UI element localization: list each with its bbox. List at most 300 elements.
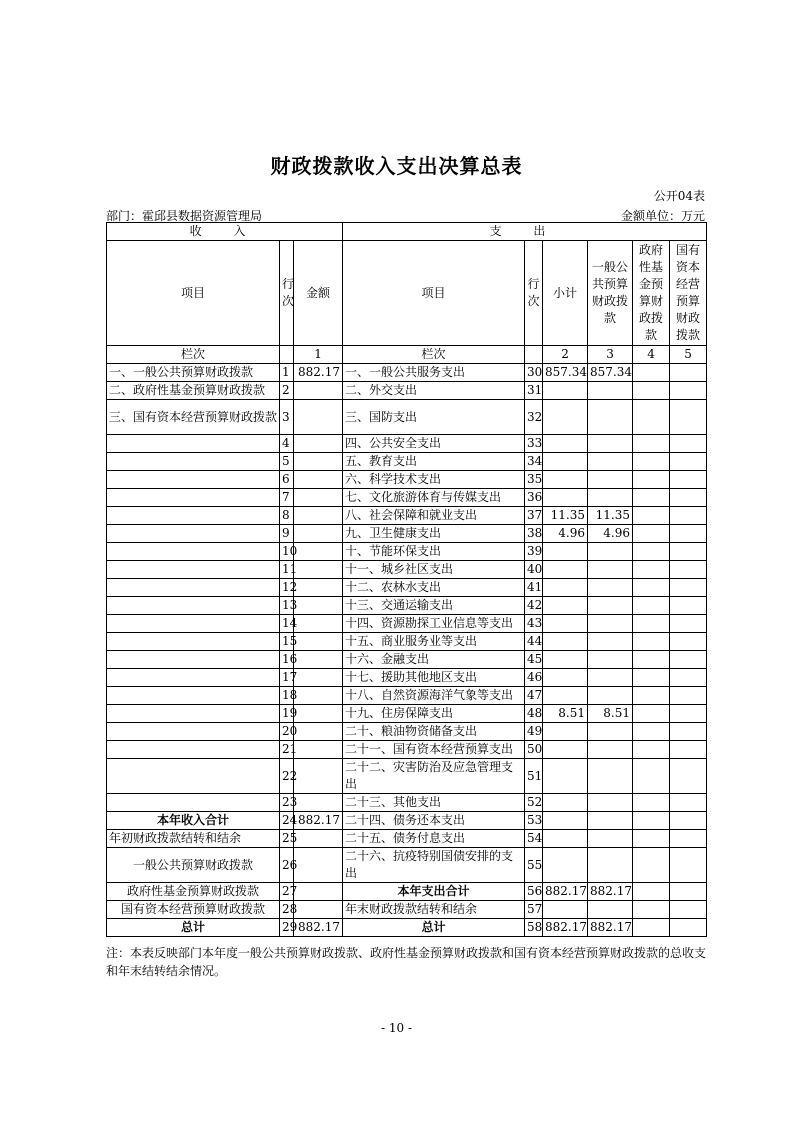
table-row — [107, 400, 707, 435]
income-amount-cell — [294, 741, 343, 759]
unit-label: 金额单位：万元 — [620, 209, 705, 223]
income-line-no-cell: 26 — [280, 848, 294, 883]
income-line-no-cell: 14 — [280, 615, 294, 633]
table-row — [107, 794, 707, 812]
gov-fund-cell — [633, 561, 670, 579]
expense-line-no-cell: 49 — [525, 723, 543, 741]
subtotal-cell: 882.17 — [543, 919, 588, 937]
expense-item-cell: 本年支出合计 — [343, 883, 525, 901]
income-line-no-cell: 23 — [280, 794, 294, 812]
expense-line-no-cell: 53 — [525, 812, 543, 830]
income-amount-cell — [294, 453, 343, 471]
subtotal-cell — [543, 615, 588, 633]
general-budget-cell — [588, 633, 633, 651]
table-row — [107, 471, 707, 489]
income-item-cell: 一、一般公共预算财政拨款 — [107, 364, 280, 382]
state-capital-cell — [670, 633, 707, 651]
gov-fund-cell — [633, 651, 670, 669]
table-row — [107, 759, 707, 794]
expense-line-no-cell: 34 — [525, 453, 543, 471]
income-line-no-cell: 21 — [280, 741, 294, 759]
expense-line-no-cell: 51 — [525, 759, 543, 794]
expense-item-cell: 二十六、抗疫特别国债安排的支出 — [343, 848, 525, 883]
state-capital-cell — [670, 471, 707, 489]
general-budget-cell — [588, 812, 633, 830]
state-capital-cell — [670, 651, 707, 669]
subtotal-cell — [543, 471, 588, 489]
gov-fund-cell — [633, 705, 670, 723]
state-capital-cell — [670, 400, 707, 435]
income-amount-cell: 882.17 — [294, 364, 343, 382]
expense-item-cell: 二十、粮油物资储备支出 — [343, 723, 525, 741]
subtotal-cell — [543, 579, 588, 597]
income-item-cell — [107, 741, 280, 759]
income-item-cell: 年初财政拨款结转和结余 — [107, 830, 280, 848]
table-row — [107, 615, 707, 633]
state-capital-cell — [670, 830, 707, 848]
general-budget-cell: 882.17 — [588, 883, 633, 901]
income-item-cell: 总计 — [107, 919, 280, 937]
subtotal-cell — [543, 687, 588, 705]
page-number: - 10 - — [380, 1021, 412, 1035]
income-amount-cell — [294, 759, 343, 794]
gov-fund-cell — [633, 489, 670, 507]
income-amount-cell — [294, 507, 343, 525]
income-amount-cell — [294, 597, 343, 615]
income-amount-cell — [294, 435, 343, 453]
footnote: 注：本表反映部门本年度一般公共预算财政拨款、政府性基金预算财政拨款和国有资本经营预算财政拨款的总收支和年末结转结余情况。 — [106, 946, 707, 978]
gov-fund-cell — [633, 669, 670, 687]
gov-fund-cell — [633, 848, 670, 883]
table-row — [107, 453, 707, 471]
table-row — [107, 705, 707, 723]
gov-fund-cell — [633, 830, 670, 848]
general-budget-cell — [588, 597, 633, 615]
gov-fund-cell — [633, 615, 670, 633]
expense-line-no-cell: 41 — [525, 579, 543, 597]
income-line-no-cell: 28 — [280, 901, 294, 919]
income-item-cell — [107, 489, 280, 507]
subtotal-cell: 8.51 — [543, 705, 588, 723]
gov-fund-cell — [633, 633, 670, 651]
expense-line-no-cell: 58 — [525, 919, 543, 937]
expense-line-no-cell: 48 — [525, 705, 543, 723]
general-budget-cell — [588, 453, 633, 471]
table-row — [107, 579, 707, 597]
income-item-cell — [107, 794, 280, 812]
income-amount-cell — [294, 794, 343, 812]
table-row — [107, 919, 707, 937]
general-budget-header: 一般公共预算财政拨款 — [588, 241, 633, 346]
subtotal-cell — [543, 435, 588, 453]
state-capital-cell — [670, 507, 707, 525]
general-budget-cell — [588, 615, 633, 633]
col-number-5: 5 — [670, 346, 707, 364]
state-capital-cell — [670, 669, 707, 687]
income-line-no-cell: 11 — [280, 561, 294, 579]
income-line-no-header: 行次 — [280, 241, 294, 346]
page-title: 财政拨款收入支出决算总表 — [270, 154, 523, 178]
gov-fund-cell — [633, 794, 670, 812]
state-capital-header: 国有资本经营预算财政拨款 — [670, 241, 707, 346]
general-budget-cell — [588, 848, 633, 883]
state-capital-cell — [670, 919, 707, 937]
subtotal-cell — [543, 561, 588, 579]
income-line-no-cell: 8 — [280, 507, 294, 525]
expense-line-no-cell: 39 — [525, 543, 543, 561]
subtotal-cell — [543, 723, 588, 741]
income-header: 收 入 — [107, 223, 343, 241]
income-item-cell: 三、国有资本经营预算财政拨款 — [107, 400, 280, 435]
gov-fund-cell — [633, 382, 670, 400]
income-amount-cell — [294, 489, 343, 507]
expense-line-no-cell: 56 — [525, 883, 543, 901]
general-budget-cell — [588, 687, 633, 705]
col-number-3: 3 — [588, 346, 633, 364]
income-line-no-cell: 24 — [280, 812, 294, 830]
gov-fund-cell — [633, 687, 670, 705]
expense-item-cell: 二十二、灾害防治及应急管理支出 — [343, 759, 525, 794]
expense-item-cell: 五、教育支出 — [343, 453, 525, 471]
col-label-expense: 栏次 — [343, 346, 525, 364]
table-code: 公开04表 — [653, 189, 705, 203]
subtotal-cell — [543, 382, 588, 400]
gov-fund-cell — [633, 883, 670, 901]
gov-fund-cell — [633, 919, 670, 937]
expense-line-no-cell: 50 — [525, 741, 543, 759]
income-amount-cell — [294, 651, 343, 669]
general-budget-cell — [588, 435, 633, 453]
income-item-cell — [107, 579, 280, 597]
income-amount-cell — [294, 561, 343, 579]
general-budget-cell: 4.96 — [588, 525, 633, 543]
gov-fund-header: 政府性基金预算财政拨款 — [633, 241, 670, 346]
gov-fund-cell — [633, 579, 670, 597]
col-blank — [280, 346, 294, 364]
income-item-cell: 政府性基金预算财政拨款 — [107, 883, 280, 901]
general-budget-cell: 882.17 — [588, 919, 633, 937]
expense-line-no-cell: 31 — [525, 382, 543, 400]
expense-item-cell: 十三、交通运输支出 — [343, 597, 525, 615]
state-capital-cell — [670, 364, 707, 382]
table-row — [107, 651, 707, 669]
expense-item-cell: 二十五、债务付息支出 — [343, 830, 525, 848]
income-item-cell — [107, 453, 280, 471]
income-line-no-cell: 19 — [280, 705, 294, 723]
state-capital-cell — [670, 615, 707, 633]
expense-item-cell: 二十一、国有资本经营预算支出 — [343, 741, 525, 759]
income-amount-cell: 882.17 — [294, 919, 343, 937]
table-row — [107, 543, 707, 561]
expense-item-header: 项目 — [343, 241, 525, 346]
income-line-no-cell: 3 — [280, 400, 294, 435]
gov-fund-cell — [633, 543, 670, 561]
income-line-no-cell: 7 — [280, 489, 294, 507]
subtotal-cell — [543, 812, 588, 830]
income-amount-cell — [294, 543, 343, 561]
income-amount-cell — [294, 400, 343, 435]
general-budget-cell — [588, 741, 633, 759]
state-capital-cell — [670, 579, 707, 597]
income-item-cell: 一般公共预算财政拨款 — [107, 848, 280, 883]
income-amount-cell — [294, 883, 343, 901]
expense-item-cell: 二十三、其他支出 — [343, 794, 525, 812]
budget-summary-table — [106, 222, 707, 937]
expense-item-cell: 总计 — [343, 919, 525, 937]
income-amount-cell — [294, 525, 343, 543]
subtotal-cell: 11.35 — [543, 507, 588, 525]
expense-item-cell: 九、卫生健康支出 — [343, 525, 525, 543]
income-line-no-cell: 9 — [280, 525, 294, 543]
gov-fund-cell — [633, 453, 670, 471]
expense-line-no-cell: 37 — [525, 507, 543, 525]
state-capital-cell — [670, 435, 707, 453]
income-amount-cell — [294, 579, 343, 597]
state-capital-cell — [670, 543, 707, 561]
income-item-header: 项目 — [107, 241, 280, 346]
table-row — [107, 633, 707, 651]
income-amount-cell — [294, 901, 343, 919]
income-item-cell — [107, 435, 280, 453]
state-capital-cell — [670, 489, 707, 507]
expense-item-cell: 四、公共安全支出 — [343, 435, 525, 453]
gov-fund-cell — [633, 435, 670, 453]
expense-item-cell: 十二、农林水支出 — [343, 579, 525, 597]
expense-header: 支 出 — [343, 223, 707, 241]
income-amount-cell — [294, 615, 343, 633]
expense-line-no-cell: 43 — [525, 615, 543, 633]
subtotal-cell: 4.96 — [543, 525, 588, 543]
gov-fund-cell — [633, 525, 670, 543]
state-capital-cell — [670, 812, 707, 830]
gov-fund-cell — [633, 901, 670, 919]
income-line-no-cell: 17 — [280, 669, 294, 687]
general-budget-cell — [588, 561, 633, 579]
income-amount-cell — [294, 848, 343, 883]
expense-item-cell: 六、科学技术支出 — [343, 471, 525, 489]
general-budget-cell — [588, 901, 633, 919]
general-budget-cell — [588, 794, 633, 812]
income-line-no-cell: 10 — [280, 543, 294, 561]
expense-line-no-cell: 57 — [525, 901, 543, 919]
income-amount-header: 金额 — [294, 241, 343, 346]
income-amount-cell — [294, 723, 343, 741]
expense-item-cell: 十四、资源勘探工业信息等支出 — [343, 615, 525, 633]
subtotal-cell — [543, 651, 588, 669]
table-row — [107, 364, 707, 382]
income-item-cell — [107, 705, 280, 723]
state-capital-cell — [670, 561, 707, 579]
income-item-cell — [107, 507, 280, 525]
subtotal-cell — [543, 901, 588, 919]
expense-item-cell: 二十四、债务还本支出 — [343, 812, 525, 830]
subtotal-cell — [543, 400, 588, 435]
table-row — [107, 848, 707, 883]
expense-line-no-cell: 55 — [525, 848, 543, 883]
general-budget-cell — [588, 543, 633, 561]
subtotal-cell — [543, 830, 588, 848]
general-budget-cell — [588, 830, 633, 848]
subtotal-cell — [543, 741, 588, 759]
income-item-cell: 二、政府性基金预算财政拨款 — [107, 382, 280, 400]
state-capital-cell — [670, 723, 707, 741]
general-budget-cell — [588, 400, 633, 435]
subtotal-cell — [543, 759, 588, 794]
expense-line-no-cell: 38 — [525, 525, 543, 543]
state-capital-cell — [670, 687, 707, 705]
general-budget-cell: 857.34 — [588, 364, 633, 382]
table-row — [107, 901, 707, 919]
income-line-no-cell: 15 — [280, 633, 294, 651]
expense-line-no-cell: 54 — [525, 830, 543, 848]
income-item-cell — [107, 651, 280, 669]
income-amount-cell — [294, 830, 343, 848]
state-capital-cell — [670, 848, 707, 883]
table-row — [107, 525, 707, 543]
income-line-no-cell: 18 — [280, 687, 294, 705]
income-item-cell: 国有资本经营预算财政拨款 — [107, 901, 280, 919]
income-item-cell — [107, 759, 280, 794]
income-item-cell — [107, 687, 280, 705]
state-capital-cell — [670, 597, 707, 615]
state-capital-cell — [670, 901, 707, 919]
gov-fund-cell — [633, 812, 670, 830]
income-line-no-cell: 20 — [280, 723, 294, 741]
gov-fund-cell — [633, 597, 670, 615]
income-amount-cell — [294, 382, 343, 400]
state-capital-cell — [670, 883, 707, 901]
expense-item-cell: 三、国防支出 — [343, 400, 525, 435]
expense-line-no-cell: 32 — [525, 400, 543, 435]
income-line-no-cell: 27 — [280, 883, 294, 901]
income-amount-cell — [294, 669, 343, 687]
gov-fund-cell — [633, 471, 670, 489]
income-line-no-cell: 25 — [280, 830, 294, 848]
expense-item-cell: 二、外交支出 — [343, 382, 525, 400]
table-row — [107, 812, 707, 830]
gov-fund-cell — [633, 507, 670, 525]
income-item-cell — [107, 561, 280, 579]
expense-item-cell: 十、节能环保支出 — [343, 543, 525, 561]
state-capital-cell — [670, 525, 707, 543]
general-budget-cell — [588, 471, 633, 489]
income-line-no-cell: 13 — [280, 597, 294, 615]
income-amount-cell — [294, 633, 343, 651]
table-row — [107, 830, 707, 848]
general-budget-cell — [588, 759, 633, 794]
expense-line-no-cell: 35 — [525, 471, 543, 489]
income-item-cell — [107, 471, 280, 489]
expense-line-no-cell: 52 — [525, 794, 543, 812]
subtotal-cell — [543, 543, 588, 561]
col-number-1: 1 — [294, 346, 343, 364]
col-number-2: 2 — [543, 346, 588, 364]
income-amount-cell — [294, 687, 343, 705]
income-item-cell — [107, 525, 280, 543]
state-capital-cell — [670, 759, 707, 794]
gov-fund-cell — [633, 400, 670, 435]
state-capital-cell — [670, 741, 707, 759]
table-row — [107, 435, 707, 453]
state-capital-cell — [670, 794, 707, 812]
subtotal-cell — [543, 794, 588, 812]
gov-fund-cell — [633, 364, 670, 382]
expense-line-no-cell: 40 — [525, 561, 543, 579]
general-budget-cell — [588, 651, 633, 669]
income-item-cell — [107, 543, 280, 561]
income-item-cell — [107, 633, 280, 651]
income-item-cell — [107, 597, 280, 615]
income-line-no-cell: 16 — [280, 651, 294, 669]
table-row — [107, 382, 707, 400]
table-row — [107, 723, 707, 741]
subtotal-cell — [543, 597, 588, 615]
income-line-no-cell: 12 — [280, 579, 294, 597]
subtotal-cell: 857.34 — [543, 364, 588, 382]
expense-line-no-cell: 44 — [525, 633, 543, 651]
table-row — [107, 687, 707, 705]
income-amount-cell: 882.17 — [294, 812, 343, 830]
state-capital-cell — [670, 382, 707, 400]
subtotal-cell: 882.17 — [543, 883, 588, 901]
table-row — [107, 561, 707, 579]
general-budget-cell — [588, 723, 633, 741]
subtotal-cell — [543, 453, 588, 471]
subtotal-cell — [543, 669, 588, 687]
general-budget-cell — [588, 669, 633, 687]
income-amount-cell — [294, 705, 343, 723]
income-line-no-cell: 4 — [280, 435, 294, 453]
general-budget-cell — [588, 382, 633, 400]
income-amount-cell — [294, 471, 343, 489]
income-line-no-cell: 2 — [280, 382, 294, 400]
expense-line-no-cell: 45 — [525, 651, 543, 669]
income-item-cell — [107, 669, 280, 687]
general-budget-cell: 8.51 — [588, 705, 633, 723]
table-row — [107, 507, 707, 525]
col-number-4: 4 — [633, 346, 670, 364]
income-line-no-cell: 6 — [280, 471, 294, 489]
expense-item-cell: 十五、商业服务业等支出 — [343, 633, 525, 651]
expense-item-cell: 十七、援助其他地区支出 — [343, 669, 525, 687]
expense-item-cell: 十九、住房保障支出 — [343, 705, 525, 723]
gov-fund-cell — [633, 759, 670, 794]
expense-line-no-cell: 30 — [525, 364, 543, 382]
col-label-income: 栏次 — [107, 346, 280, 364]
state-capital-cell — [670, 705, 707, 723]
col-blank — [525, 346, 543, 364]
department-label: 部门：霍邱县数据资源管理局 — [106, 209, 263, 223]
table-row — [107, 741, 707, 759]
table-row — [107, 883, 707, 901]
general-budget-cell — [588, 489, 633, 507]
expense-item-cell: 八、社会保障和就业支出 — [343, 507, 525, 525]
expense-item-cell: 十八、自然资源海洋气象等支出 — [343, 687, 525, 705]
income-line-no-cell: 5 — [280, 453, 294, 471]
income-item-cell — [107, 615, 280, 633]
general-budget-cell: 11.35 — [588, 507, 633, 525]
gov-fund-cell — [633, 723, 670, 741]
subtotal-cell — [543, 848, 588, 883]
expense-line-no-cell: 33 — [525, 435, 543, 453]
state-capital-cell — [670, 453, 707, 471]
expense-line-no-header: 行次 — [525, 241, 543, 346]
gov-fund-cell — [633, 741, 670, 759]
subtotal-cell — [543, 489, 588, 507]
expense-line-no-cell: 47 — [525, 687, 543, 705]
income-line-no-cell: 1 — [280, 364, 294, 382]
subtotal-cell — [543, 633, 588, 651]
